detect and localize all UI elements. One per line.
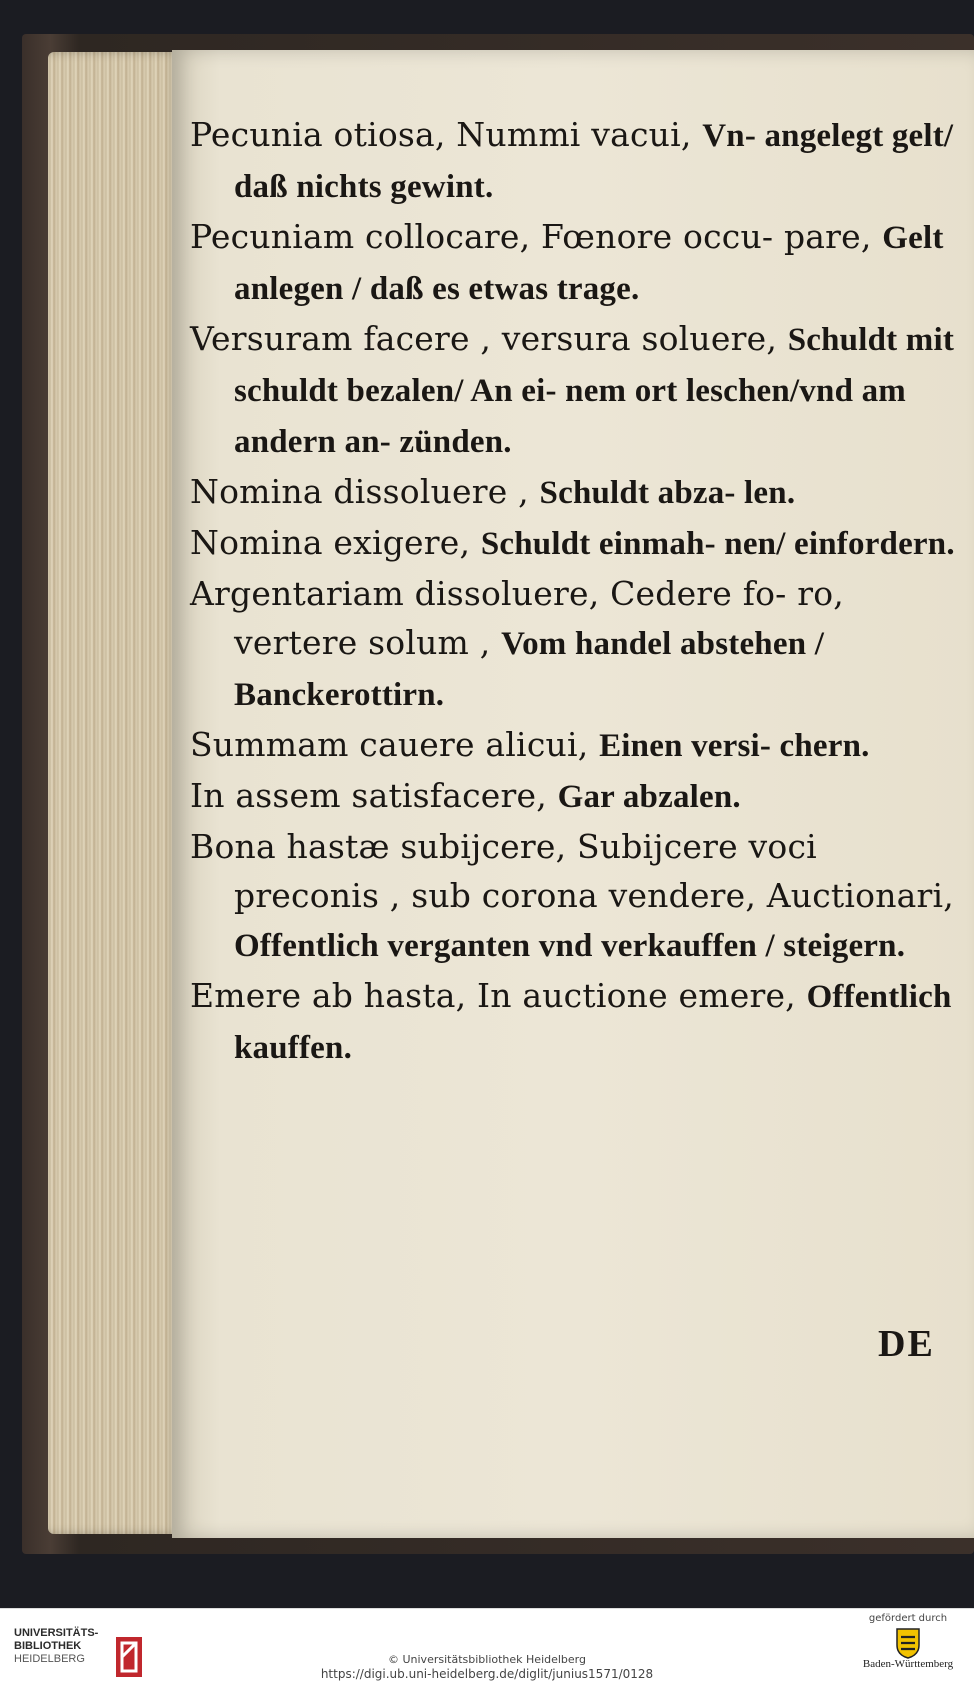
entry: In assem satisfacere, Gar abzalen. (190, 776, 741, 815)
page-edges (48, 52, 180, 1534)
entry: Emere ab hasta, In auctione emere, Offentlich kauffen. (190, 976, 952, 1066)
catchword: DE (878, 1323, 935, 1365)
entry: Summam cauere alicui, Einen versi- chern. (190, 725, 870, 764)
entry: Pecunia otiosa, Nummi vacui, Vn- angelegt gelt/ daß nichts gewint. (190, 115, 954, 205)
copyright-text: © Universitätsbibliothek Heidelberg (387, 1653, 586, 1666)
entry: Nomina dissoluere , Schuldt abza- len. (190, 472, 796, 511)
entry: Argentariam dissoluere, Cedere fo- ro, vertere solum , Vom handel abstehen / Banckerottirn. (190, 574, 844, 713)
library-logo[interactable]: UNIVERSITÄTS- BIBLIOTHEK HEIDELBERG (14, 1627, 144, 1673)
baden-wuerttemberg-emblem-icon (894, 1627, 922, 1659)
entry: Bona hastæ subijcere, Subijcere voci preconis , sub corona vendere, Auctionari, Offentlich verganten vnd verkauffen / steigern. (190, 827, 954, 964)
entry: Versuram facere , versura soluere, Schuldt mit schuldt bezalen/ An ei- nem ort leschen/vnd am andern an- zünden. (190, 319, 955, 460)
viewer-footer (0, 1608, 974, 1681)
entry: Pecuniam collocare, Fœnore occu- pare, Gelt anlegen / daß es etwas trage. (190, 217, 944, 307)
funder-block[interactable]: gefördert durch Baden-Württemberg (862, 1613, 954, 1670)
entry: Nomina exigere, Schuldt einmah- nen/ einfordern. (190, 523, 955, 562)
page-text (190, 110, 960, 1073)
page-url[interactable]: https://digi.ub.uni-heidelberg.de/diglit/junius1571/0128 (320, 1667, 654, 1681)
